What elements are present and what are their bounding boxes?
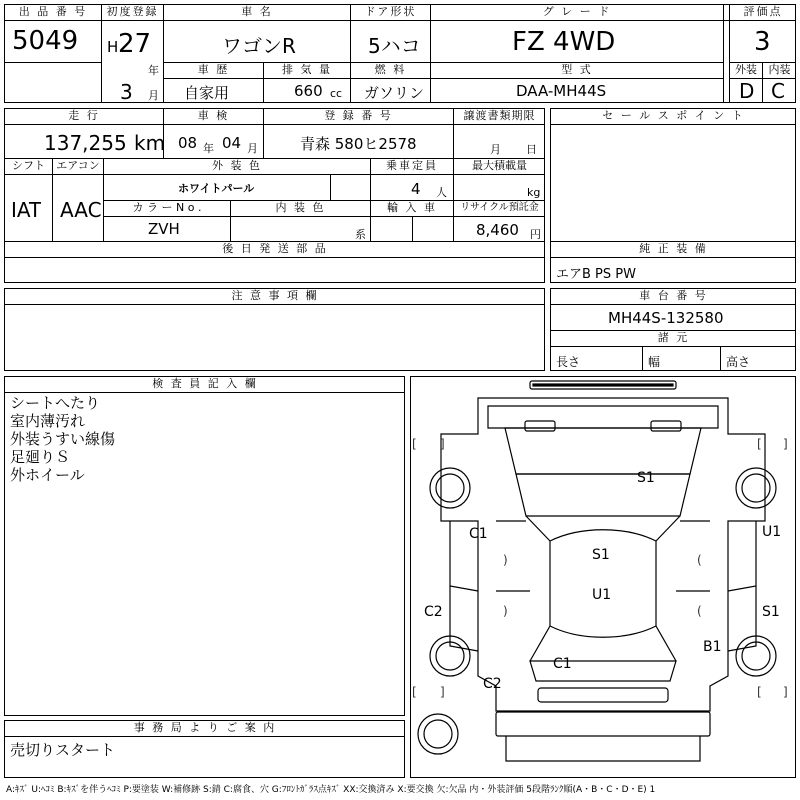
- registration-value: 青森 580ヒ2578: [300, 135, 417, 153]
- chassis-number-value: MH44S-132580: [608, 309, 724, 327]
- car-name-label: 車 名: [241, 5, 273, 18]
- history-label: 車 歴: [197, 63, 230, 76]
- inspector-label: 検 査 員 記 入 欄: [152, 377, 258, 390]
- equipment-value: エアB PS PW: [556, 267, 636, 282]
- paren-open: (: [697, 553, 702, 567]
- first-registration-label: 初度登録: [106, 5, 159, 18]
- grade-label: グ レ ー ド: [542, 5, 612, 18]
- inspection-label: 車 検: [197, 109, 230, 122]
- door-type-label: ドア形状: [364, 5, 417, 18]
- bracket-open: [: [757, 685, 762, 699]
- exterior-grade-value: D: [739, 79, 755, 103]
- max-load-unit: kg: [527, 186, 541, 199]
- car-name-value: ワゴンR: [222, 34, 296, 58]
- year-unit: 年: [148, 64, 159, 77]
- score-label: 評価点: [743, 5, 783, 18]
- interior-color-unit: 系: [355, 228, 366, 241]
- rear-bumper-shape: [538, 688, 668, 702]
- import-label: 輸 入 車: [387, 201, 437, 214]
- inspector-note-line: 外装うすい線傷: [10, 430, 116, 448]
- bracket-close: ]: [440, 437, 445, 451]
- legend-text: A:ｷｽﾞ U:ﾍｺﾐ B:ｷｽﾞを伴うﾍｺﾐ P:要塗装 W:補修跡 S:錆 C:腐食、穴 G:ﾌﾛﾝﾄｶﾞﾗｽ点ｷｽﾞ XX:交換済み X:要交換 欠:欠品 内・外装評価 5段階ﾗﾝｸ順(A・B・C・D・E) 1: [6, 785, 656, 795]
- exterior-color-value: ホワイトパール: [178, 182, 255, 195]
- mileage-label: 走 行: [68, 109, 100, 122]
- bracket-close: ]: [783, 437, 788, 451]
- rear-window-shape: [530, 661, 676, 681]
- model-code-label: 型 式: [561, 63, 593, 76]
- max-load-label: 最大積載量: [472, 159, 527, 172]
- shift-value: IAT: [11, 198, 42, 222]
- damage-mark-roof-front: S1: [592, 547, 610, 563]
- mileage-unit: km: [134, 131, 166, 155]
- damage-mark-left-rear-fender: C2: [424, 604, 443, 620]
- color-no-value: ZVH: [148, 220, 180, 238]
- width-label: 幅: [648, 355, 661, 369]
- era-value: H: [107, 38, 119, 56]
- aircon-value: AAC: [60, 198, 102, 222]
- damage-mark-roof-rear: U1: [592, 587, 612, 603]
- deadline-day-unit: 日: [526, 143, 537, 156]
- hood-shape: [505, 428, 701, 474]
- inspection-year: 08: [178, 134, 198, 152]
- inspector-note-line: 足廻りＳ: [10, 448, 71, 466]
- color-no-label: カ ラ ー N o .: [132, 201, 202, 214]
- inspector-notes: [10, 394, 400, 484]
- inspector-note-line: 外ホイール: [10, 466, 85, 484]
- specs-label: 諸 元: [657, 331, 690, 344]
- damage-mark-right-rear-quarter: B1: [703, 639, 722, 655]
- damage-mark-right-rear-fender: S1: [762, 604, 780, 620]
- equipment-label: 純 正 装 備: [639, 242, 708, 255]
- recycle-deposit-value: 8,460: [476, 221, 519, 239]
- damage-mark-right-front-fender: U1: [762, 524, 782, 540]
- paren-close: ): [503, 553, 508, 567]
- paren-close: ): [503, 604, 508, 618]
- transfer-deadline-label: 譲渡書類期限: [463, 109, 536, 122]
- month-value: 3: [120, 80, 133, 104]
- office-label: 事 務 局 よ り ご 案 内: [133, 721, 277, 734]
- fuel-value: ガソリン: [364, 84, 425, 102]
- bracket-open: [: [757, 437, 762, 451]
- deadline-month-unit: 月: [490, 143, 501, 156]
- displacement-unit: cc: [330, 87, 343, 100]
- displacement-value: 660: [294, 82, 323, 100]
- inspector-note-line: 室内薄汚れ: [10, 412, 86, 430]
- height-label: 高さ: [726, 355, 751, 369]
- exterior-color-label: 外 装 色: [212, 159, 262, 172]
- inspection-month-unit: 月: [247, 142, 258, 155]
- capacity-label: 乗車定員: [386, 159, 438, 172]
- exterior-grade-label: 外装: [735, 63, 757, 76]
- registration-label: 登 録 番 号: [324, 109, 393, 122]
- month-unit: 月: [148, 89, 159, 102]
- door-type-value: 5ハコ: [368, 34, 421, 58]
- length-label: 長さ: [556, 355, 581, 369]
- capacity-value: 4: [411, 180, 421, 198]
- chassis-number-label: 車 台 番 号: [639, 289, 708, 302]
- inspector-note-line: シートへたり: [10, 394, 101, 412]
- caution-label: 注 意 事 項 欄: [231, 289, 319, 302]
- lot-number-label: 出 品 番 号: [18, 5, 88, 18]
- damage-mark-left-front-door: C1: [469, 526, 488, 542]
- model-code-value: DAA-MH44S: [516, 82, 607, 100]
- bracket-close: ]: [783, 685, 788, 699]
- bracket-open: [: [412, 437, 417, 451]
- paren-open: (: [697, 604, 702, 618]
- fuel-label: 燃 料: [374, 63, 407, 76]
- displacement-label: 排 気 量: [282, 63, 332, 76]
- sales-point-label: セ ー ル ス ポ イ ン ト: [602, 109, 745, 122]
- interior-grade-value: C: [771, 79, 785, 103]
- mileage-value: 137,255: [44, 131, 127, 155]
- office-value: 売切りスタート: [10, 741, 116, 759]
- later-parts-label: 後 日 発 送 部 品: [222, 242, 328, 255]
- windshield-shape: [516, 474, 690, 516]
- aircon-label: エアコン: [56, 159, 100, 172]
- recycle-deposit-unit: 円: [530, 228, 541, 241]
- roof-shape: [550, 530, 656, 638]
- interior-grade-label: 内装: [768, 63, 791, 76]
- damage-mark-rear-hatch: C1: [553, 656, 572, 672]
- grade-value: FZ 4WD: [512, 27, 616, 57]
- score-value: 3: [754, 27, 771, 57]
- year-value: 27: [118, 29, 152, 59]
- interior-color-label: 内 装 色: [275, 201, 326, 214]
- recycle-deposit-label: リサイクル預託金: [460, 202, 539, 213]
- damage-mark-rear-left: C2: [483, 676, 502, 692]
- car-diagram: [410, 376, 796, 778]
- shift-label: シフト: [12, 159, 45, 172]
- history-value: 自家用: [184, 84, 230, 102]
- lot-number-value: 5049: [12, 26, 79, 56]
- inspection-year-unit: 年: [203, 142, 214, 155]
- damage-mark-hood: S1: [637, 470, 655, 486]
- inspection-month: 04: [222, 134, 242, 152]
- capacity-unit: 人: [436, 186, 447, 199]
- bracket-close: ]: [440, 685, 445, 699]
- hood-front: [488, 406, 718, 428]
- bracket-open: [: [412, 685, 417, 699]
